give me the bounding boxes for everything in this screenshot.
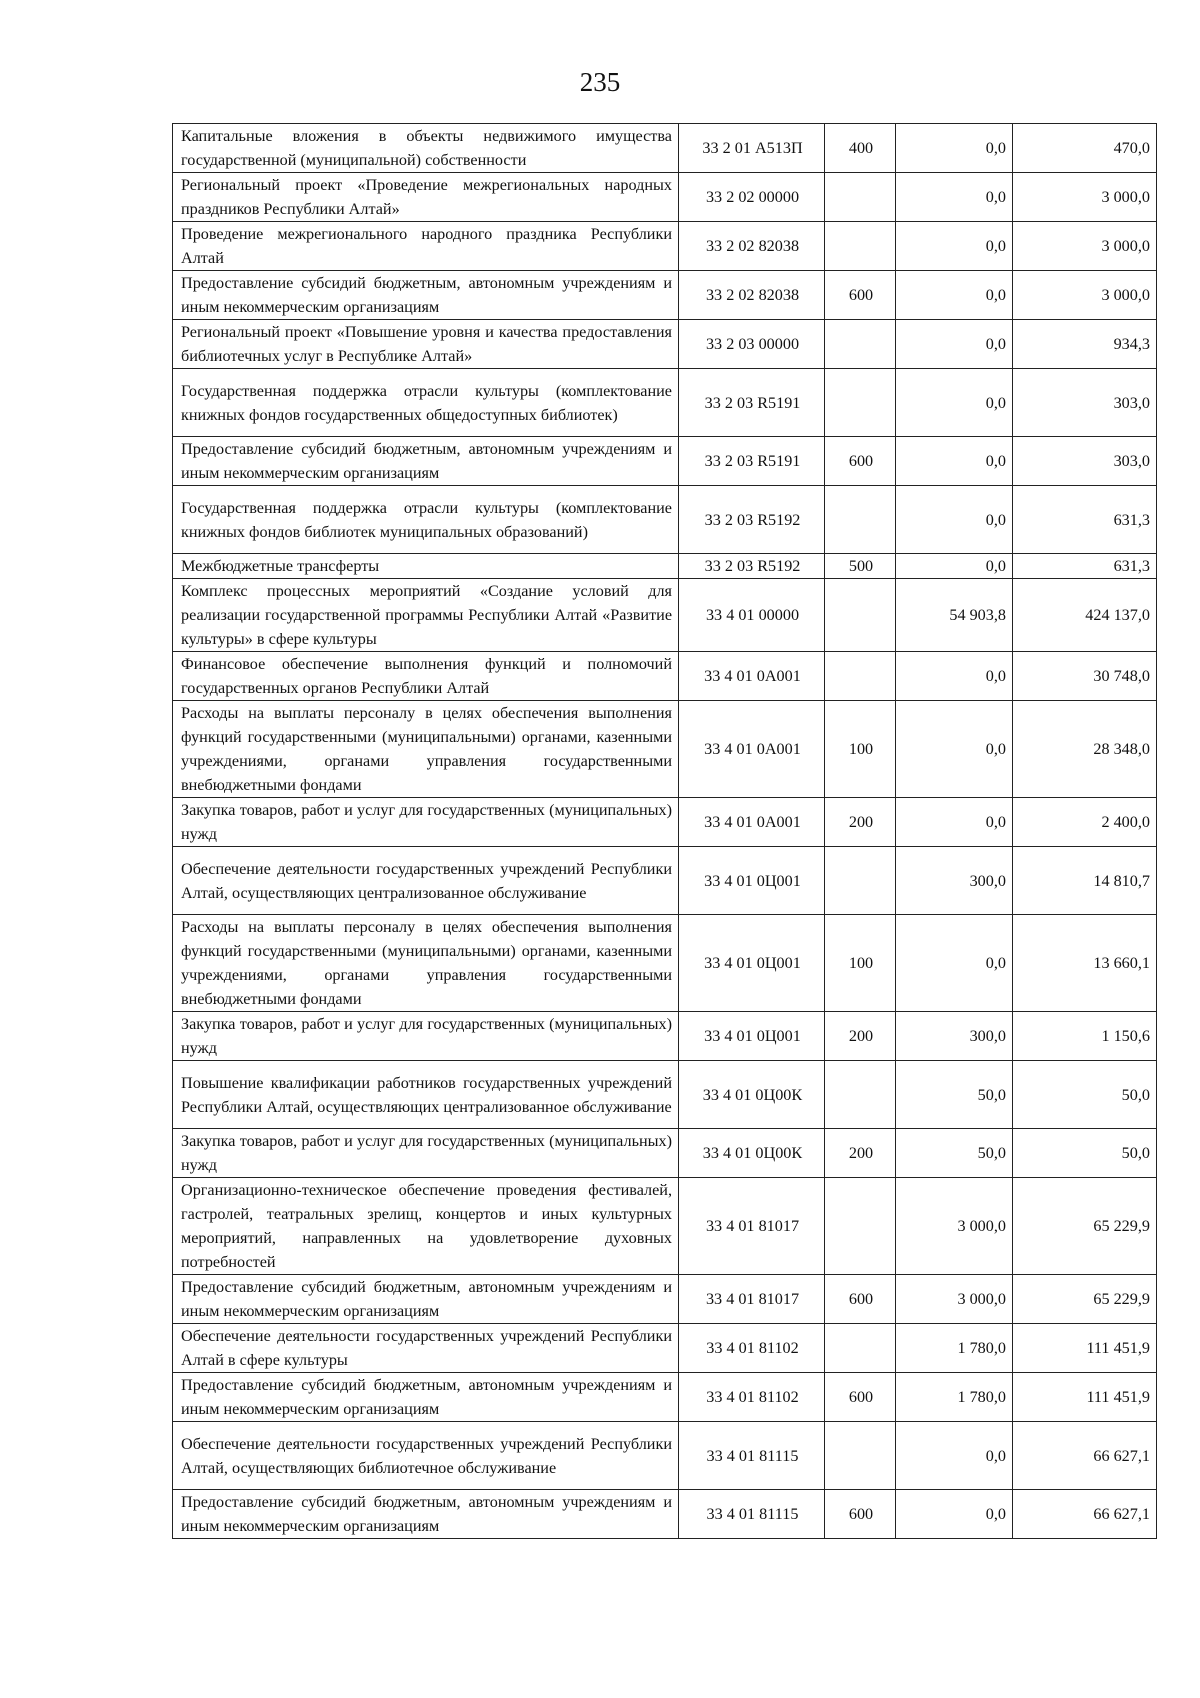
expense-type-cell <box>825 222 896 271</box>
amount-cell-1: 50,0 <box>896 1129 1013 1178</box>
table-row <box>173 1178 1157 1275</box>
amount-cell-2: 66 627,1 <box>1013 1490 1157 1539</box>
target-code-cell: 33 4 01 81115 <box>679 1490 825 1539</box>
amount-cell-1: 0,0 <box>896 222 1013 271</box>
amount-cell-2: 66 627,1 <box>1013 1422 1157 1490</box>
amount-cell-1: 0,0 <box>896 701 1013 798</box>
row-name-cell: Региональный проект «Проведение межрегиональных народных праздников Республики Алтай» <box>173 173 679 222</box>
table-row <box>173 222 1157 271</box>
expense-type-cell <box>825 486 896 554</box>
row-name-cell: Региональный проект «Повышение уровня и качества предоставления библиотечных услуг в Республике Алтай» <box>173 320 679 369</box>
expense-type-cell <box>825 652 896 701</box>
target-code-cell: 33 4 01 81102 <box>679 1373 825 1422</box>
expense-type-cell <box>825 579 896 652</box>
target-code-cell: 33 4 01 0Ц001 <box>679 915 825 1012</box>
amount-cell-1: 0,0 <box>896 486 1013 554</box>
row-name-cell: Государственная поддержка отрасли культуры (комплектование книжных фондов государственных общедоступных библиотек) <box>173 369 679 437</box>
amount-cell-2: 65 229,9 <box>1013 1178 1157 1275</box>
budget-table-body <box>173 124 1157 1539</box>
amount-cell-2: 303,0 <box>1013 369 1157 437</box>
expense-type-cell: 100 <box>825 701 896 798</box>
row-name-cell: Межбюджетные трансферты <box>173 554 679 579</box>
table-row <box>173 1129 1157 1178</box>
amount-cell-2: 3 000,0 <box>1013 173 1157 222</box>
target-code-cell: 33 2 03 R5192 <box>679 554 825 579</box>
amount-cell-2: 3 000,0 <box>1013 271 1157 320</box>
amount-cell-2: 934,3 <box>1013 320 1157 369</box>
row-name-cell: Обеспечение деятельности государственных учреждений Республики Алтай, осуществляющих библиотечное обслуживание <box>173 1422 679 1490</box>
target-code-cell: 33 2 03 R5192 <box>679 486 825 554</box>
table-row <box>173 1275 1157 1324</box>
target-code-cell: 33 4 01 0Ц00К <box>679 1061 825 1129</box>
row-name-cell: Обеспечение деятельности государственных учреждений Республики Алтай в сфере культуры <box>173 1324 679 1373</box>
table-row <box>173 1061 1157 1129</box>
table-row <box>173 701 1157 798</box>
table-row <box>173 1373 1157 1422</box>
expense-type-cell: 200 <box>825 1129 896 1178</box>
target-code-cell: 33 2 03 00000 <box>679 320 825 369</box>
amount-cell-2: 303,0 <box>1013 437 1157 486</box>
row-name-cell: Комплекс процессных мероприятий «Создание условий для реализации государственной программы Республики Алтай «Развитие культуры» в сфере культуры <box>173 579 679 652</box>
target-code-cell: 33 2 02 00000 <box>679 173 825 222</box>
row-name-cell: Организационно-техническое обеспечение проведения фестивалей, гастролей, театральных зрелищ, концертов и иных культурных мероприятий, направленных на удовлетворение духовных потребностей <box>173 1178 679 1275</box>
expense-type-cell: 600 <box>825 437 896 486</box>
expense-type-cell <box>825 1178 896 1275</box>
table-row <box>173 320 1157 369</box>
amount-cell-1: 0,0 <box>896 369 1013 437</box>
row-name-cell: Расходы на выплаты персоналу в целях обеспечения выполнения функций государственными (муниципальными) органами, казенными учреждениями, органами управления государственными внебюджетными фондами <box>173 701 679 798</box>
row-name-cell: Предоставление субсидий бюджетным, автономным учреждениям и иным некоммерческим организациям <box>173 437 679 486</box>
amount-cell-1: 54 903,8 <box>896 579 1013 652</box>
target-code-cell: 33 4 01 0А001 <box>679 652 825 701</box>
expense-type-cell: 100 <box>825 915 896 1012</box>
amount-cell-1: 0,0 <box>896 271 1013 320</box>
table-row <box>173 124 1157 173</box>
expense-type-cell <box>825 1061 896 1129</box>
expense-type-cell <box>825 173 896 222</box>
target-code-cell: 33 4 01 0А001 <box>679 798 825 847</box>
amount-cell-1: 1 780,0 <box>896 1373 1013 1422</box>
row-name-cell: Финансовое обеспечение выполнения функций и полномочий государственных органов Республики Алтай <box>173 652 679 701</box>
table-row <box>173 554 1157 579</box>
amount-cell-2: 14 810,7 <box>1013 847 1157 915</box>
amount-cell-1: 0,0 <box>896 798 1013 847</box>
target-code-cell: 33 4 01 81017 <box>679 1275 825 1324</box>
table-row <box>173 579 1157 652</box>
page-number: 235 <box>579 67 621 97</box>
amount-cell-2: 111 451,9 <box>1013 1324 1157 1373</box>
row-name-cell: Проведение межрегионального народного праздника Республики Алтай <box>173 222 679 271</box>
amount-cell-2: 3 000,0 <box>1013 222 1157 271</box>
table-row <box>173 369 1157 437</box>
target-code-cell: 33 4 01 0А001 <box>679 701 825 798</box>
amount-cell-1: 0,0 <box>896 652 1013 701</box>
amount-cell-1: 3 000,0 <box>896 1275 1013 1324</box>
target-code-cell: 33 2 02 82038 <box>679 271 825 320</box>
expense-type-cell <box>825 1324 896 1373</box>
amount-cell-2: 2 400,0 <box>1013 798 1157 847</box>
amount-cell-1: 3 000,0 <box>896 1178 1013 1275</box>
amount-cell-2: 50,0 <box>1013 1061 1157 1129</box>
table-row <box>173 915 1157 1012</box>
amount-cell-2: 65 229,9 <box>1013 1275 1157 1324</box>
row-name-cell: Предоставление субсидий бюджетным, автономным учреждениям и иным некоммерческим организациям <box>173 1373 679 1422</box>
amount-cell-2: 424 137,0 <box>1013 579 1157 652</box>
amount-cell-1: 300,0 <box>896 847 1013 915</box>
amount-cell-2: 631,3 <box>1013 554 1157 579</box>
expense-type-cell: 500 <box>825 554 896 579</box>
amount-cell-1: 0,0 <box>896 915 1013 1012</box>
table-row <box>173 798 1157 847</box>
row-name-cell: Обеспечение деятельности государственных учреждений Республики Алтай, осуществляющих централизованное обслуживание <box>173 847 679 915</box>
row-name-cell: Государственная поддержка отрасли культуры (комплектование книжных фондов библиотек муниципальных образований) <box>173 486 679 554</box>
expense-type-cell: 600 <box>825 1275 896 1324</box>
amount-cell-2: 631,3 <box>1013 486 1157 554</box>
row-name-cell: Повышение квалификации работников государственных учреждений Республики Алтай, осуществляющих централизованное обслуживание <box>173 1061 679 1129</box>
table-row <box>173 486 1157 554</box>
amount-cell-1: 0,0 <box>896 1422 1013 1490</box>
target-code-cell: 33 2 02 82038 <box>679 222 825 271</box>
table-row <box>173 847 1157 915</box>
row-name-cell: Закупка товаров, работ и услуг для государственных (муниципальных) нужд <box>173 1129 679 1178</box>
target-code-cell: 33 2 01 А513П <box>679 124 825 173</box>
row-name-cell: Закупка товаров, работ и услуг для государственных (муниципальных) нужд <box>173 798 679 847</box>
target-code-cell: 33 4 01 81102 <box>679 1324 825 1373</box>
table-row <box>173 437 1157 486</box>
target-code-cell: 33 4 01 0Ц001 <box>679 847 825 915</box>
amount-cell-2: 28 348,0 <box>1013 701 1157 798</box>
amount-cell-2: 30 748,0 <box>1013 652 1157 701</box>
amount-cell-2: 50,0 <box>1013 1129 1157 1178</box>
amount-cell-1: 0,0 <box>896 1490 1013 1539</box>
amount-cell-2: 470,0 <box>1013 124 1157 173</box>
amount-cell-2: 111 451,9 <box>1013 1373 1157 1422</box>
row-name-cell: Предоставление субсидий бюджетным, автономным учреждениям и иным некоммерческим организациям <box>173 271 679 320</box>
expense-type-cell <box>825 320 896 369</box>
expense-type-cell <box>825 847 896 915</box>
expense-type-cell: 600 <box>825 1490 896 1539</box>
amount-cell-1: 0,0 <box>896 320 1013 369</box>
table-row <box>173 1490 1157 1539</box>
table-row <box>173 1422 1157 1490</box>
amount-cell-2: 1 150,6 <box>1013 1012 1157 1061</box>
amount-cell-1: 50,0 <box>896 1061 1013 1129</box>
target-code-cell: 33 2 03 R5191 <box>679 369 825 437</box>
amount-cell-1: 0,0 <box>896 437 1013 486</box>
expense-type-cell: 600 <box>825 271 896 320</box>
table-row <box>173 173 1157 222</box>
expense-type-cell: 600 <box>825 1373 896 1422</box>
amount-cell-1: 0,0 <box>896 173 1013 222</box>
table-row <box>173 652 1157 701</box>
table-row <box>173 271 1157 320</box>
target-code-cell: 33 4 01 81017 <box>679 1178 825 1275</box>
expense-type-cell <box>825 369 896 437</box>
row-name-cell: Капитальные вложения в объекты недвижимого имущества государственной (муниципальной) собственности <box>173 124 679 173</box>
row-name-cell: Предоставление субсидий бюджетным, автономным учреждениям и иным некоммерческим организациям <box>173 1490 679 1539</box>
target-code-cell: 33 4 01 0Ц00К <box>679 1129 825 1178</box>
table-row <box>173 1012 1157 1061</box>
expense-type-cell: 200 <box>825 1012 896 1061</box>
amount-cell-1: 0,0 <box>896 124 1013 173</box>
amount-cell-1: 1 780,0 <box>896 1324 1013 1373</box>
amount-cell-1: 0,0 <box>896 554 1013 579</box>
expense-type-cell: 200 <box>825 798 896 847</box>
expense-type-cell <box>825 1422 896 1490</box>
budget-table <box>172 123 1157 1539</box>
table-row <box>173 1324 1157 1373</box>
target-code-cell: 33 4 01 00000 <box>679 579 825 652</box>
target-code-cell: 33 4 01 81115 <box>679 1422 825 1490</box>
row-name-cell: Расходы на выплаты персоналу в целях обеспечения выполнения функций государственными (муниципальными) органами, казенными учреждениями, органами управления государственными внебюджетными фондами <box>173 915 679 1012</box>
amount-cell-2: 13 660,1 <box>1013 915 1157 1012</box>
row-name-cell: Закупка товаров, работ и услуг для государственных (муниципальных) нужд <box>173 1012 679 1061</box>
target-code-cell: 33 4 01 0Ц001 <box>679 1012 825 1061</box>
target-code-cell: 33 2 03 R5191 <box>679 437 825 486</box>
expense-type-cell: 400 <box>825 124 896 173</box>
row-name-cell: Предоставление субсидий бюджетным, автономным учреждениям и иным некоммерческим организациям <box>173 1275 679 1324</box>
amount-cell-1: 300,0 <box>896 1012 1013 1061</box>
